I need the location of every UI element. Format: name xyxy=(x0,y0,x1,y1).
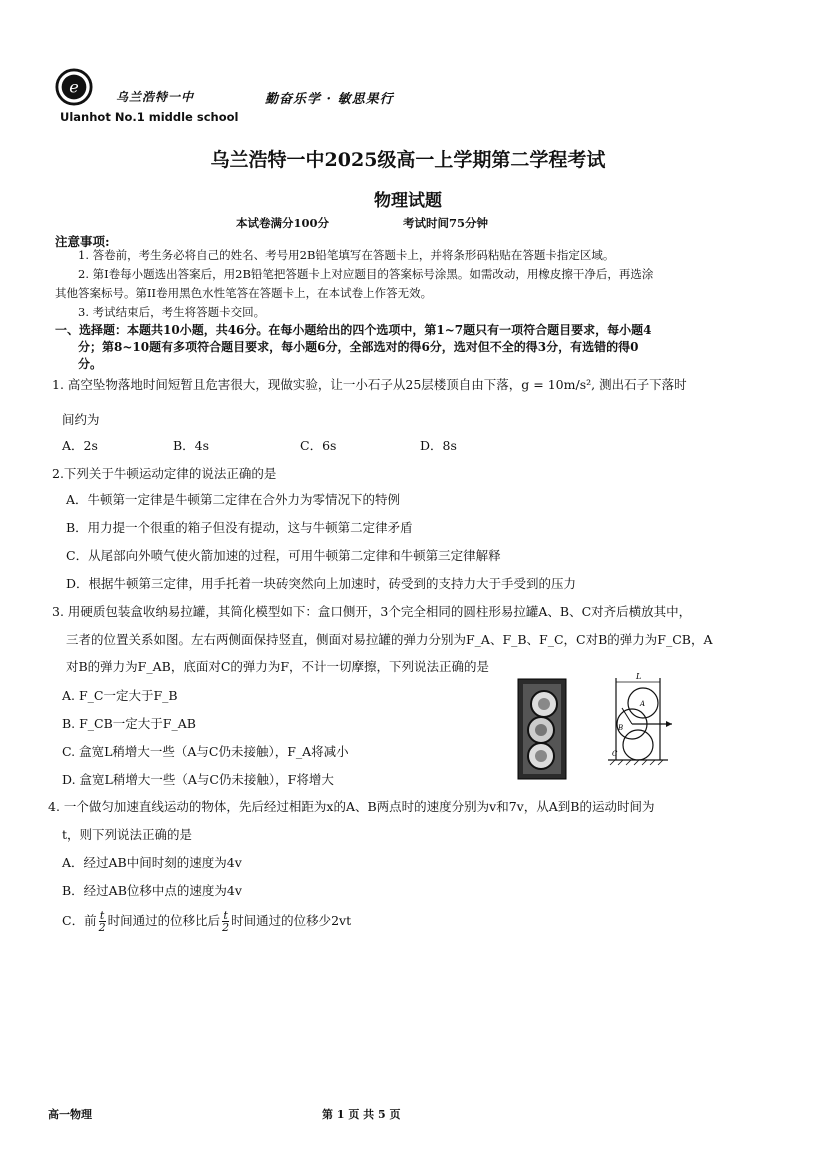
option-c-middle: 时间通过的位移比后 xyxy=(107,913,221,928)
diagram-label-b: B xyxy=(618,724,624,732)
question-3-stem: 3. 用硬质包装盒收纳易拉罐，其简化模型如下：盒口侧开，3个完全相同的圆柱形易拉罐A、B、C对齐后横放其中， xyxy=(52,604,692,619)
score-info: 本试卷满分100分 xyxy=(236,216,330,230)
diagram-label-a: A xyxy=(640,700,646,708)
question-2-option-b: B．用力提一个很重的箱子但没有提动，这与牛顿第二定律矛盾 xyxy=(66,520,413,535)
question-4-stem: t，则下列说法正确的是 xyxy=(62,827,193,842)
school-name-cn: 乌兰浩特一中 xyxy=(116,90,195,104)
question-3-option-b: B. F_CB一定大于F_AB xyxy=(62,716,196,731)
school-motto: 勤奋乐学 · 敏思果行 xyxy=(265,92,394,107)
note-item: 1. 答卷前，考生务必将自己的姓名、考号用2B铅笔填写在答题卡上，并将条形码粘贴在答题卡指定区域。 xyxy=(78,248,615,262)
question-3-option-a: A. F_C一定大于F_B xyxy=(62,688,178,703)
option-c-suffix: 时间通过的位移少2vt xyxy=(231,913,352,928)
footer-subject: 高一物理 xyxy=(48,1108,92,1121)
diagram-label-c: C xyxy=(612,750,618,758)
svg-text:e: e xyxy=(69,77,79,97)
question-2-stem: 2.下列关于牛顿运动定律的说法正确的是 xyxy=(52,466,277,481)
question-3-stem: 对B的弹力为F_AB，底面对C的弹力为F，不计一切摩擦，下列说法正确的是 xyxy=(66,659,490,674)
question-4-stem: 4. 一个做匀加速直线运动的物体，先后经过相距为x的A、B两点时的速度分别为v和7v，从A到B的运动时间为 xyxy=(48,799,655,814)
question-1-option-c: C．6s xyxy=(300,438,337,453)
note-item: 其他答案标号。第II卷用黑色水性笔答在答题卡上，在本试卷上作答无效。 xyxy=(55,286,433,300)
section-instructions: 分。 xyxy=(78,357,103,371)
note-item: 2. 第I卷每小题选出答案后，用2B铅笔把答题卡上对应题目的答案标号涂黑。如需改动，用橡皮擦干净后，再选涂 xyxy=(78,267,654,281)
question-1-option-d: D．8s xyxy=(420,438,457,453)
question-2-option-c: C．从尾部向外喷气使火箭加速的过程，可用牛顿第二定律和牛顿第三定律解释 xyxy=(66,548,501,563)
question-1-option-a: A．2s xyxy=(62,438,98,453)
page-number: 第 1 页 共 5 页 xyxy=(322,1108,401,1121)
fraction-t-over-2: $\frac{t}{2}$ xyxy=(98,909,106,934)
question-1-stem: 间约为 xyxy=(62,412,100,427)
question-3-option-d: D. 盒宽L稍增大一些（A与C仍未接触），F将增大 xyxy=(62,772,334,787)
cans-in-box-photo xyxy=(517,678,567,780)
question-2-option-d: D．根据牛顿第三定律，用手托着一块砖突然向上加速时，砖受到的支持力大于手受到的压力 xyxy=(66,576,577,591)
question-1-option-b: B．4s xyxy=(173,438,210,453)
question-4-option-c xyxy=(62,910,351,933)
question-4-option-b: B．经过AB位移中点的速度为4v xyxy=(62,883,242,898)
diagram-label-l: L xyxy=(636,672,642,681)
school-logo-icon xyxy=(55,68,93,106)
cans-force-diagram xyxy=(598,668,678,768)
exam-title: 乌兰浩特一中2025级高一上学期第二学程考试 xyxy=(210,149,606,171)
section-instructions: 分；第8~10题有多项符合题目要求，每小题6分，全部选对的得6分，选对但不全的得3分，有选错的得0 xyxy=(78,340,639,354)
note-item: 3. 考试结束后，考生将答题卡交回。 xyxy=(78,305,266,319)
section-instructions: 一、选择题：本题共10小题，共46分。在每小题给出的四个选项中，第1~7题只有一项符合题目要求，每小题4 xyxy=(55,323,652,337)
option-c-prefix: C．前 xyxy=(62,913,97,928)
question-3-option-c: C. 盒宽L稍增大一些（A与C仍未接触），F_A将减小 xyxy=(62,744,349,759)
notes-heading: 注意事项: xyxy=(55,234,110,249)
question-4-option-a: A．经过AB中间时刻的速度为4v xyxy=(62,855,242,870)
fraction-t-over-2: $\frac{t}{2}$ xyxy=(222,909,230,934)
school-name-en: Ulanhot No.1 middle school xyxy=(60,110,239,124)
exam-subject: 物理试题 xyxy=(374,191,442,211)
question-3-stem: 三者的位置关系如图。左右两侧面保持竖直，侧面对易拉罐的弹力分别为F_A、F_B、F_C，C对B的弹力为F_CB，A xyxy=(66,632,713,647)
time-info: 考试时间75分钟 xyxy=(403,216,489,230)
question-1-stem: 1. 高空坠物落地时间短暂且危害很大，现做实验，让一小石子从25层楼顶自由下落，g = 10m/s², 测出石子下落时 xyxy=(52,377,687,392)
question-2-option-a: A．牛顿第一定律是牛顿第二定律在合外力为零情况下的特例 xyxy=(66,492,401,507)
